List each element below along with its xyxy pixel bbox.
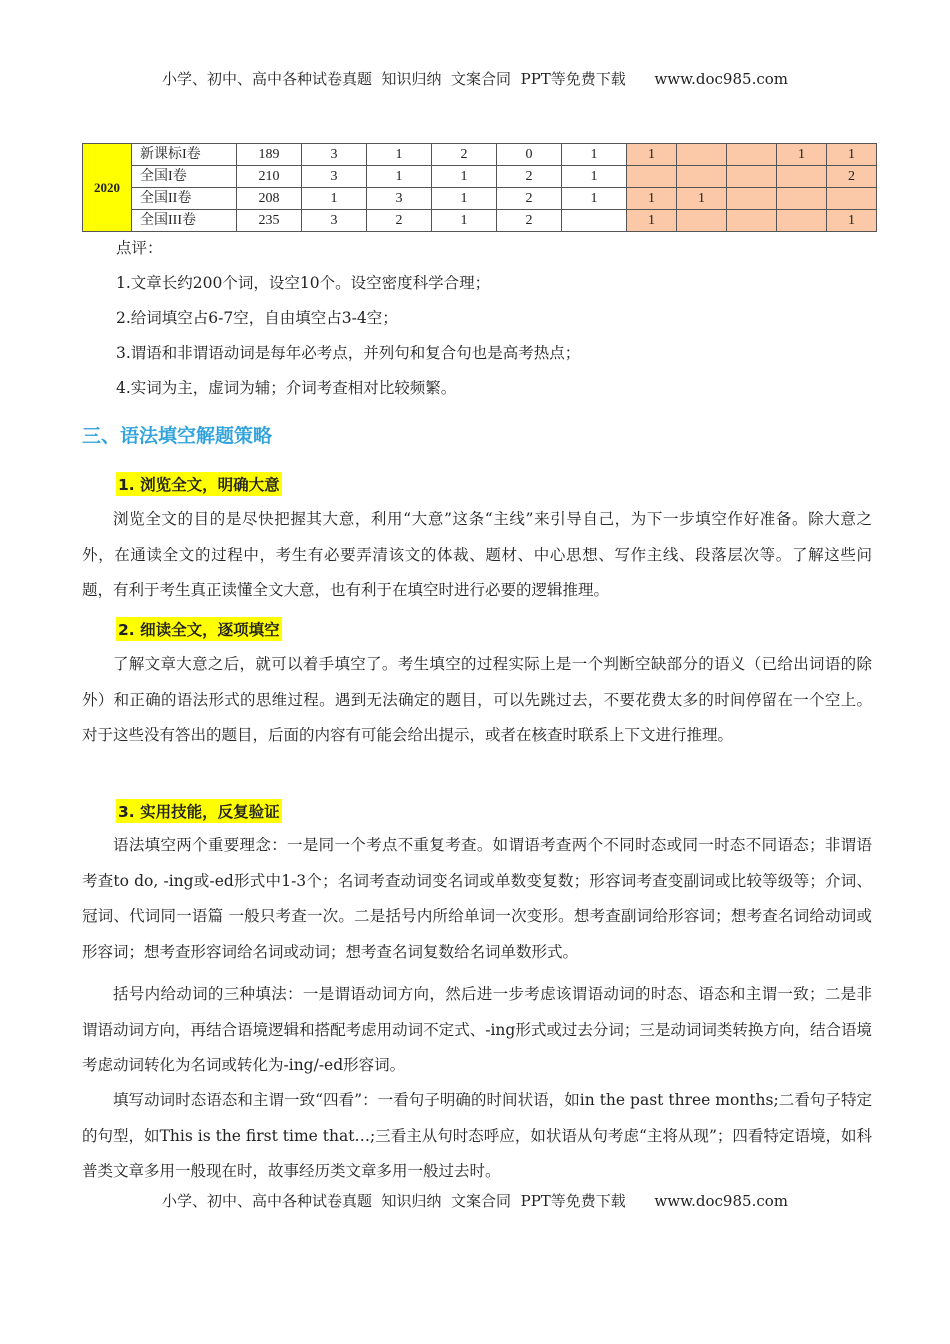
table-cell: 1: [562, 166, 627, 188]
table-cell: 1: [367, 144, 432, 166]
stats-table: [82, 143, 877, 232]
table-cell: 1: [367, 166, 432, 188]
strategy-heading: 2. 细读全文，逐项填空: [116, 617, 282, 641]
page-footer: 小学、初中、高中各种试卷真题 知识归纳 文案合同 PPT等免费下载 www.doc985.com: [161, 1192, 788, 1210]
table-cell-highlight: [777, 166, 827, 188]
table-cell: 1: [302, 188, 367, 210]
table-cell: 2: [497, 210, 562, 232]
paper-name: 全国III卷: [132, 210, 237, 232]
paper-name: 新课标I卷: [132, 144, 237, 166]
table-cell: 208: [237, 188, 302, 210]
table-cell: 1: [562, 144, 627, 166]
table-row: [83, 166, 877, 188]
table-cell: 189: [237, 144, 302, 166]
paper-name: 全国II卷: [132, 188, 237, 210]
table-cell: 3: [302, 144, 367, 166]
section-title: 三、语法填空解题策略: [82, 425, 273, 447]
table-cell-highlight: 1: [677, 188, 727, 210]
table-cell-highlight: [677, 166, 727, 188]
comment-item: 1.文章长约200个词，设空10个。设空密度科学合理；: [116, 274, 491, 292]
table-cell: 235: [237, 210, 302, 232]
strategy-heading: 3. 实用技能，反复验证: [116, 799, 282, 823]
table-cell-highlight: [827, 188, 877, 210]
table-cell-highlight: [777, 188, 827, 210]
table-cell-highlight: 1: [777, 144, 827, 166]
comment-item: 4.实词为主，虚词为辅；介词考查相对比较频繁。: [116, 379, 457, 397]
table-cell: 1: [432, 188, 497, 210]
table-cell-highlight: [677, 210, 727, 232]
comment-item: 2.给词填空占6-7空，自由填空占3-4空；: [116, 309, 398, 327]
table-cell-highlight: 1: [827, 210, 877, 232]
table-cell: [562, 210, 627, 232]
verbs-paragraph: 括号内给动词的三种填法：一是谓语动词方向，然后进一步考虑该谓语动词的时态、语态和主谓一致；二是非谓语动词方向，再结合语境逻辑和搭配考虑用动词不定式、-ing形式或过去分词；三是动词词类转换方向，结合语境考虑动词转化为名词或转化为-ing/-ed形容词。: [82, 985, 872, 1074]
strategy-paragraph: 语法填空两个重要理念：一是同一个考点不重复考查。如谓语考查两个不同时态或同一时态不同语态；非谓语考查to do, -ing或-ed形式中1-3个；名词考查动词变名词或单数变复数；形容词考查变副词或比较等级等；介词、冠词、代词同一语篇 一般只考查一次。二是括号内所给单词一次变形。想考查副词给形容词；想考查名词给动词或形容词；想考查形容词给名词或动词；想考查名词复数给名词单数形式。: [82, 836, 872, 961]
table-cell: 3: [302, 210, 367, 232]
table-cell: 0: [497, 144, 562, 166]
table-row: [83, 210, 877, 232]
table-cell-highlight: 1: [627, 144, 677, 166]
table-cell-highlight: 1: [627, 210, 677, 232]
table-cell: 1: [562, 188, 627, 210]
table-cell-highlight: [727, 144, 777, 166]
table-cell-highlight: [777, 210, 827, 232]
paper-name: 全国I卷: [132, 166, 237, 188]
table-cell: 2: [497, 188, 562, 210]
table-row: [83, 188, 877, 210]
four-looks-paragraph: 填写动词时态语态和主谓一致“四看”：一看句子明确的时间状语，如in the past three months;二看句子特定的句型，如This is the first time that…;三看主从句时态呼应，如状语从句考虑“主将从现”；四看特定语境，如科普类文章多用一般现在时，故事经历类文章多用一般过去时。: [82, 1091, 872, 1180]
table-cell: 2: [432, 144, 497, 166]
year-cell: 2020: [83, 144, 132, 232]
page-header: 小学、初中、高中各种试卷真题 知识归纳 文案合同 PPT等免费下载 www.doc985.com: [161, 70, 788, 88]
strategy-paragraph: 了解文章大意之后，就可以着手填空了。考生填空的过程实际上是一个判断空缺部分的语义（已给出词语的除外）和正确的语法形式的思维过程。遇到无法确定的题目，可以先跳过去，不要花费太多的时间停留在一个空上。对于这些没有答出的题目，后面的内容有可能会给出提示，或者在核查时联系上下文进行推理。: [82, 655, 872, 744]
strategy-paragraph: 浏览全文的目的是尽快把握其大意，利用“大意”这条“主线”来引导自己，为下一步填空作好准备。除大意之外，在通读全文的过程中，考生有必要弄清该文的体裁、题材、中心思想、写作主线、段落层次等。了解这些问题，有利于考生真正读懂全文大意，也有利于在填空时进行必要的逻辑推理。: [82, 510, 872, 599]
table-cell-highlight: 1: [627, 188, 677, 210]
table-row: [83, 144, 877, 166]
table-cell: 3: [367, 188, 432, 210]
table-cell-highlight: 1: [827, 144, 877, 166]
table-cell: 2: [367, 210, 432, 232]
table-cell: 3: [302, 166, 367, 188]
comment-item: 3.谓语和非谓语动词是每年必考点，并列句和复合句也是高考热点；: [116, 344, 581, 362]
comment-label: 点评：: [116, 239, 163, 257]
table-cell-highlight: 2: [827, 166, 877, 188]
table-cell-highlight: [727, 188, 777, 210]
table-cell: 2: [497, 166, 562, 188]
table-cell-highlight: [677, 144, 727, 166]
table-cell-highlight: [627, 166, 677, 188]
table-cell: 1: [432, 210, 497, 232]
table-cell: 1: [432, 166, 497, 188]
table-cell-highlight: [727, 166, 777, 188]
strategy-heading: 1. 浏览全文，明确大意: [116, 472, 282, 496]
table-cell-highlight: [727, 210, 777, 232]
table-cell: 210: [237, 166, 302, 188]
